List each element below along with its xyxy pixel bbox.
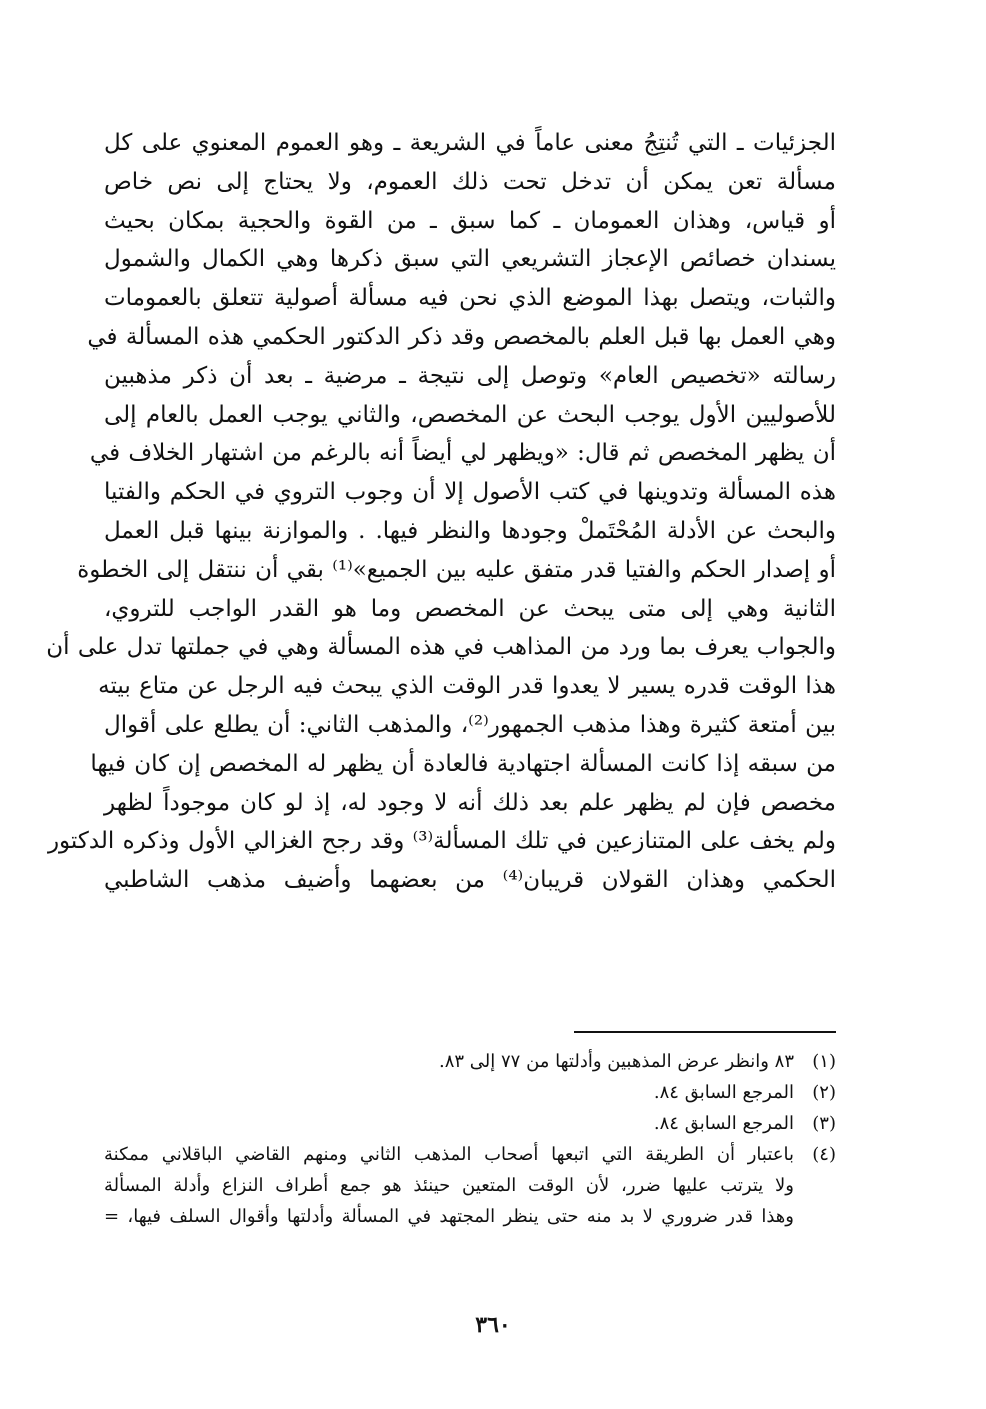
footnote-marker: (٤) [812, 1144, 836, 1165]
text-line: الثانية وهي إلى متى يبحث عن المخصص وما هو القدر الواجب للتروي، [104, 595, 836, 622]
text-line: للأصوليين الأول يوجب البحث عن المخصص، والثاني يوجب العمل بالعام إلى [104, 401, 836, 428]
text-line: الحكمي وهذان القولان قريبان⁽⁴⁾ من بعضهما وأضيف مذهب الشاطبي [104, 867, 836, 894]
text-line: يسندان خصائص الإعجاز التشريعي التي سبق ذكرها وهي الكمال والشمول [104, 246, 836, 273]
footnotes-block [104, 1046, 836, 1232]
footnote-line: ٨٣ وانظر عرض المذهبين وأدلتها من ٧٧ إلى ٨٣. [438, 1051, 794, 1072]
text-line: وهي العمل بها قبل العلم بالمخصص وقد ذكر الدكتور الحكمي هذه المسألة في [87, 323, 836, 350]
text-line: ولم يخف على المتنازعين في تلك المسألة⁽³⁾ وقد رجح الغزالي الأول وذكره الدكتور [47, 828, 836, 855]
page-number: ٣٦٠ [475, 1312, 511, 1338]
text-line: بين أمتعة كثيرة وهذا مذهب الجمهور⁽²⁾، والمذهب الثاني: أن يطلع على أقوال [104, 711, 836, 738]
footnote-line: باعتبار أن الطريقة التي اتبعها أصحاب المذهب الثاني ومنهم القاضي الباقلاني ممكنة [104, 1144, 794, 1165]
text-line: أن يظهر المخصص ثم قال: «ويظهر لي أيضاً أنه بالرغم من اشتهار الخلاف في [89, 440, 836, 467]
footnote-marker: (٢) [812, 1082, 836, 1103]
text-line: رسالته «تخصيص العام» وتوصل إلى نتيجة ـ مرضية ـ بعد أن ذكر مذهبين [104, 362, 836, 389]
footnote-text [104, 1046, 794, 1077]
footnote-line: المرجع السابق ٨٤. [653, 1113, 794, 1134]
footnote-3 [104, 1108, 836, 1139]
text-line: أو إصدار الحكم والفتيا قدر متفق عليه بين الجميع»⁽¹⁾ بقي أن ننتقل إلى الخطوة [77, 556, 836, 583]
main-text-block [46, 124, 836, 900]
footnote-line: المرجع السابق ٨٤. [653, 1082, 794, 1103]
text-line: مسألة تعن يمكن أن تدخل تحت ذلك العموم، ولا يحتاج إلى نص خاص [104, 168, 836, 195]
text-line: من سبقه إذا كانت المسألة اجتهادية فالعادة أن يظهر له المخصص إن كان فيها [90, 750, 836, 777]
footnote-text [104, 1108, 794, 1139]
footnote-marker: (٣) [812, 1113, 836, 1134]
footnote-1 [104, 1046, 836, 1077]
footnote-text [104, 1139, 794, 1232]
footnote-2 [104, 1077, 836, 1108]
footnote-line: ولا يترتب عليها ضرر، لأن الوقت المتعين حينئذ هو جمع أطراف النزاع وأدلة المسألة [104, 1175, 794, 1196]
text-line: أو قياس، وهذان العمومان ـ كما سبق ـ من القوة والحجية بمكان بحيث [104, 207, 836, 234]
text-line: هذا الوقت قدره يسير لا يعدوا قدر الوقت الذي يبحث فيه الرجل عن متاع بيته [98, 673, 836, 700]
footnote-line: وهذا قدر ضروري لا بد منه حتى ينظر المجتهد في المسألة وأدلتها وأقوال السلف فيها، = [104, 1206, 794, 1227]
footnote-separator [574, 1031, 836, 1033]
text-line: مخصص فإن لم يظهر علم بعد ذلك أنه لا وجود له، إذ لو كان موجوداً لظهر [104, 789, 836, 816]
footnote-marker: (١) [812, 1051, 836, 1072]
footnote-4 [104, 1139, 836, 1232]
text-line: هذه المسألة وتدوينها في كتب الأصول إلا أن وجوب التروي في الحكم والفتيا [104, 479, 836, 506]
text-line: والثبات، ويتصل بهذا الموضع الذي نحن فيه مسألة أصولية تتعلق بالعمومات [104, 285, 836, 312]
text-line: والجواب يعرف بما ورد من المذاهب في هذه المسألة وهي في جملتها تدل على أن [46, 634, 836, 661]
text-line: الجزئيات ـ التي تُنتِجُ معنى عاماً في الشريعة ـ وهو العموم المعنوي على كل [104, 130, 836, 156]
text-line: والبحث عن الأدلة المُحْتَملْ وجودها والنظر فيها. . والموازنة بينها قبل العمل [104, 517, 836, 544]
footnote-text [104, 1077, 794, 1108]
